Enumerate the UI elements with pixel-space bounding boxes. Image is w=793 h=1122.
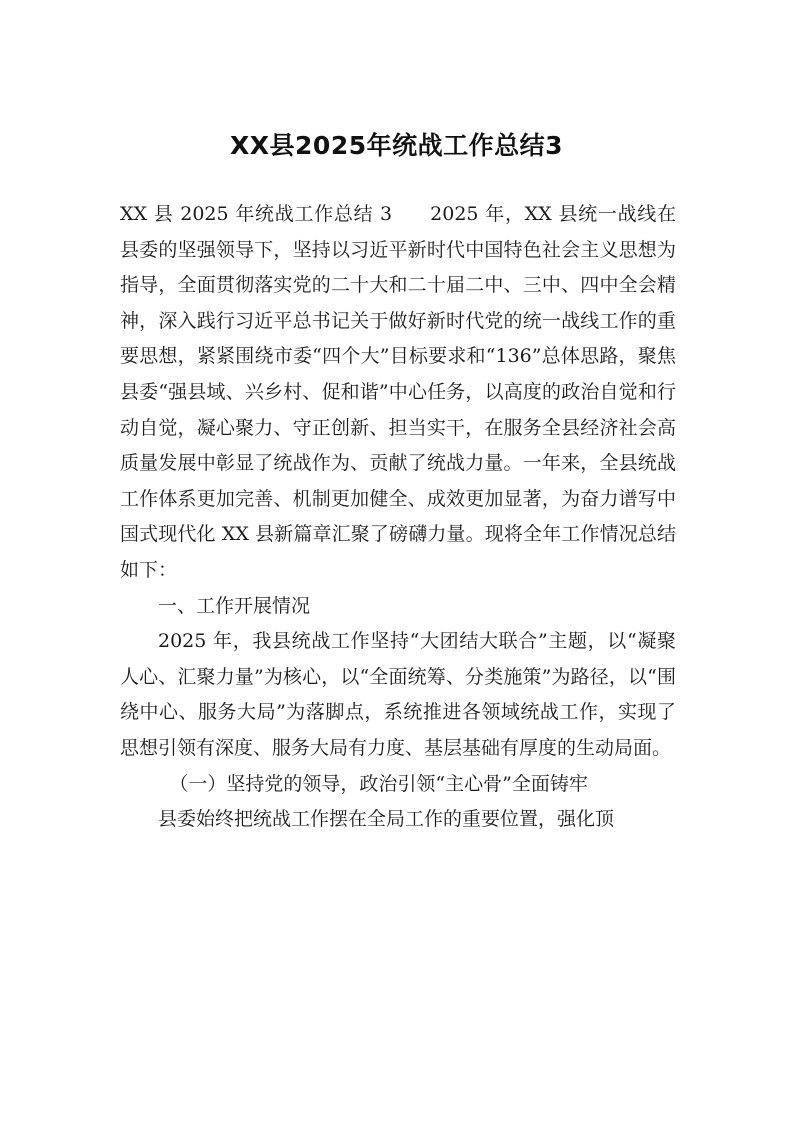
section-heading: 一、工作开展情况 bbox=[158, 594, 311, 617]
section-paragraph: 2025 年，我县统战工作坚持“大团结大联合”主题，以“凝聚人心、汇聚力量”为核心，以“全面统筹、分类施策”为路径，以“围绕中心、服务大局”为落脚点，系统推进各领域统战工作，实现了思想引领有深度、服务大局有力度、基层基础有厚度的生动局面。 bbox=[120, 630, 676, 759]
subsection-paragraph: 县委始终把统战工作摆在全局工作的重要位置，强化顶 bbox=[158, 808, 615, 831]
document-body bbox=[120, 197, 676, 838]
document-title: XX县2025年统战工作总结3 bbox=[229, 131, 564, 160]
intro-lead: XX 县 2025 年统战工作总结 3 bbox=[120, 203, 393, 225]
subsection-heading: （一）坚持党的领导，政治引领“主心骨”全面铸牢 bbox=[169, 772, 588, 795]
intro-text: 2025 年，XX 县统一战线在县委的坚强领导下，坚持以习近平新时代中国特色社会主义思想为指导，全面贯彻落实党的二十大和二十届二中、三中、四中全会精神，深入践行习近平总书记关于做好新时代党的统一战线工作的重要思想，紧紧围绕市委“四个大”目标要求和“136”总体思路，聚焦县委“强县域、兴乡村、促和谐”中心任务，以高度的政治自觉和行动自觉，凝心聚力、守正创新、担当实干，在服务全县经济社会高质量发展中彰显了统战作为、贡献了统战力量。一年来，全县统战工作体系更加完善、机制更加健全、成效更加显著，为奋力谱写中国式现代化 XX 县新篇章汇聚了磅礴力量。现将全年工作情况总结如下： bbox=[120, 203, 676, 581]
intro-paragraph bbox=[120, 197, 676, 589]
